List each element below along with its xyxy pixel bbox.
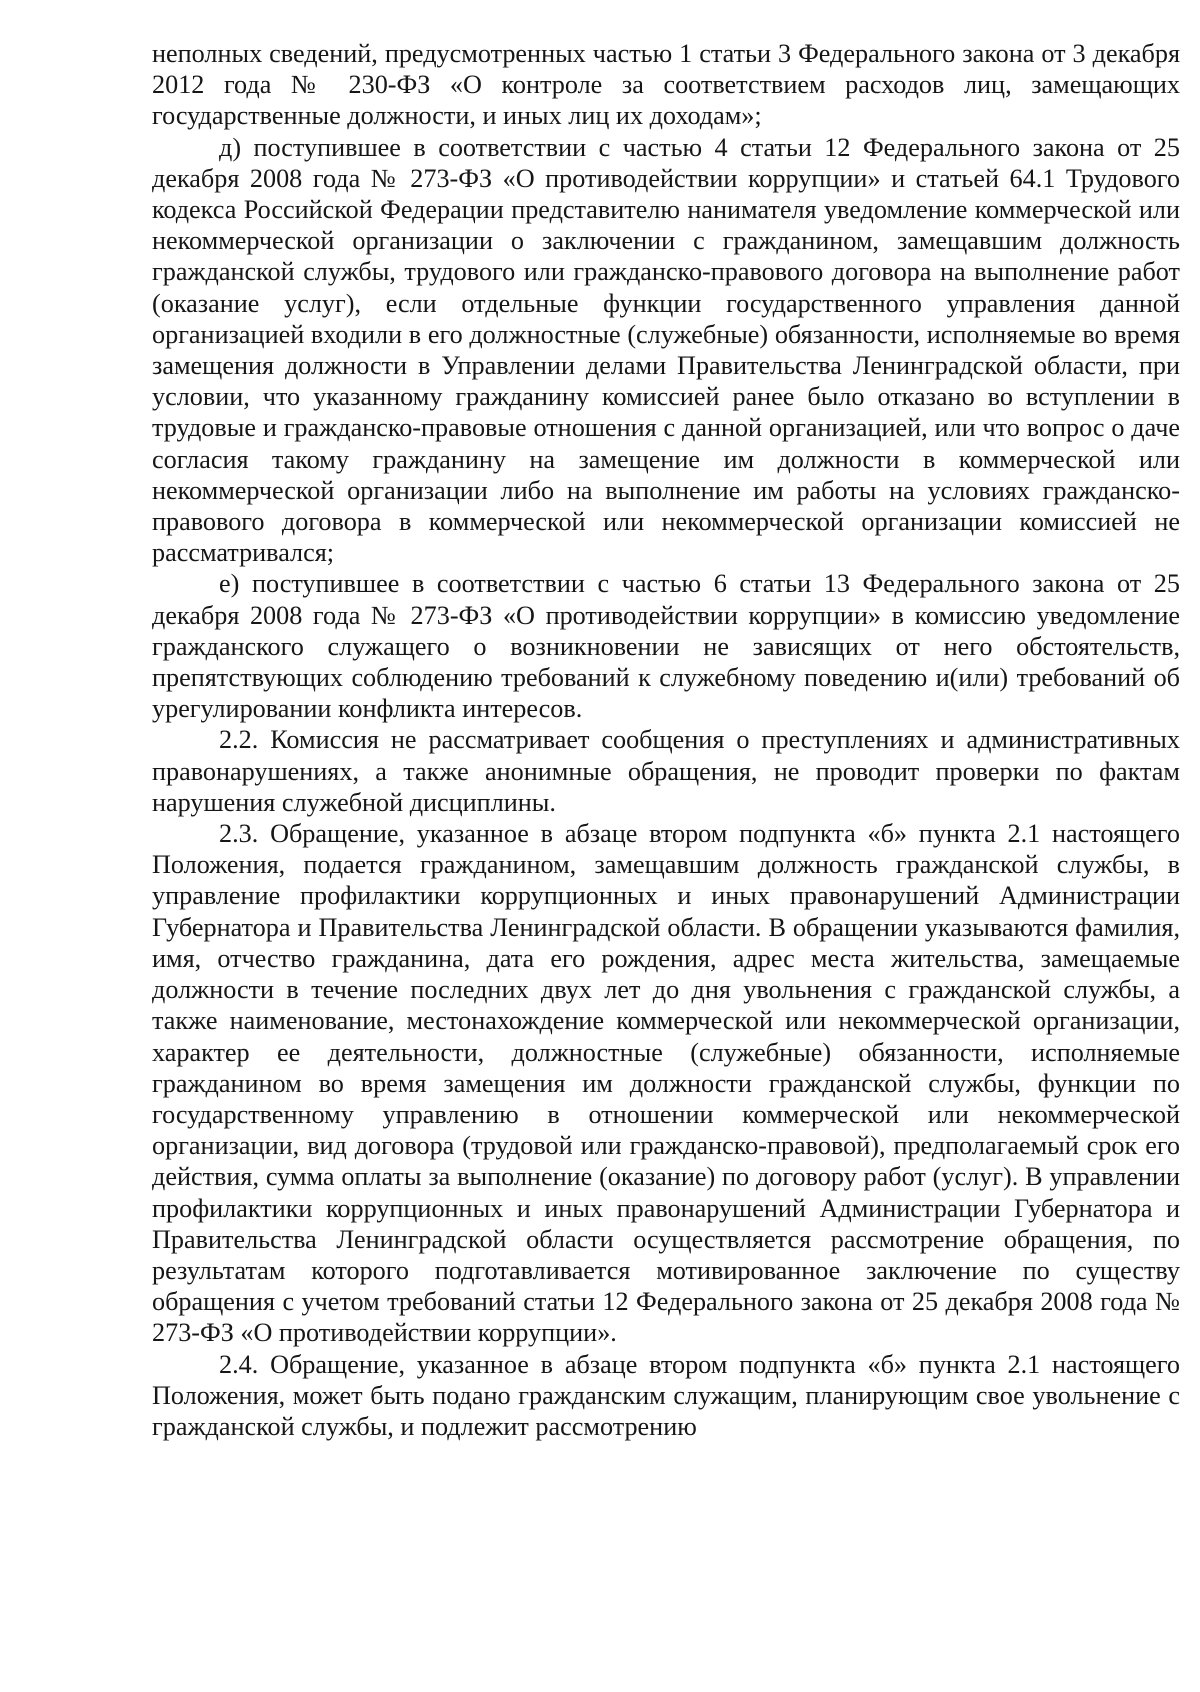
paragraph-item-e: е) поступившее в соответствии с частью 6 статьи 13 Федерального закона от 25 декабря 2008 года № 273-ФЗ «О противодействии коррупции» в комиссию уведомление гражданского служащего о возникновении не зависящих от него обстоятельств, препятствующих соблюдению требований к служебному поведению и(или) требований об урегулировании конфликта интересов. [152, 569, 1180, 724]
paragraph-2-3: 2.3. Обращение, указанное в абзаце втором подпункта «б» пункта 2.1 настоящего Положения, подается гражданином, замещавшим должность гражданской службы, в управление профилактики коррупционных и иных правонарушений Администрации Губернатора и Правительства Ленинградской области. В обращении указываются фамилия, имя, отчество гражданина, дата его рождения, адрес места жительства, замещаемые должности в течение последних двух лет до дня увольнения с гражданской службы, а также наименование, местонахождение коммерческой или некоммерческой организации, характер ее деятельности, должностные (служебные) обязанности, исполняемые гражданином во время замещения им должности гражданской службы, функции по государственному управлению в отношении коммерческой или некоммерческой организации, вид договора (трудовой или гражданско-правовой), предполагаемый срок его действия, сумма оплаты за выполнение (оказание) по договору работ (услуг). В управлении профилактики коррупционных и иных правонарушений Администрации Губернатора и Правительства Ленинградской области осуществляется рассмотрение обращения, по результатам которого подготавливается мотивированное заключение по существу обращения с учетом требований статьи 12 Федерального закона от 25 декабря 2008 года № 273-ФЗ «О противодействии коррупции». [152, 819, 1180, 1348]
paragraph-2-4: 2.4. Обращение, указанное в абзаце втором подпункта «б» пункта 2.1 настоящего Положения, может быть подано гражданским служащим, планирующим свое увольнение с гражданской службы, и подлежит рассмотрению [152, 1349, 1180, 1441]
paragraph-continuation: неполных сведений, предусмотренных частью 1 статьи 3 Федерального закона от 3 декабря 2012 года № 230-ФЗ «О контроле за соответствием расходов лиц, замещающих государственные должности, и иных лиц их доходам»; [152, 39, 1180, 131]
paragraph-item-d: д) поступившее в соответствии с частью 4 статьи 12 Федерального закона от 25 декабря 2008 года № 273-ФЗ «О противодействии коррупции» и статьей 64.1 Трудового кодекса Российской Федерации представителю нанимателя уведомление коммерческой или некоммерческой организации о заключении с гражданином, замещавшим должность гражданской службы, трудового или гражданско-правового договора на выполнение работ (оказание услуг), если отдельные функции государственного управления данной организацией входили в его должностные (служебные) обязанности, исполняемые во время замещения должности в Управлении делами Правительства Ленинградской области, при условии, что указанному гражданину комиссией ранее было отказано во вступлении в трудовые и гражданско-правовые отношения с данной организацией, или что вопрос о даче согласия такому гражданину на замещение им должности в коммерческой или некоммерческой организации либо на выполнение им работы на условиях гражданско-правового договора в коммерческой или некоммерческой организации комиссией не рассматривался; [152, 132, 1180, 568]
document-page [152, 38, 1180, 1442]
paragraph-2-2: 2.2. Комиссия не рассматривает сообщения о преступлениях и административных правонарушениях, а также анонимные обращения, не проводит проверки по фактам нарушения служебной дисциплины. [152, 725, 1180, 817]
